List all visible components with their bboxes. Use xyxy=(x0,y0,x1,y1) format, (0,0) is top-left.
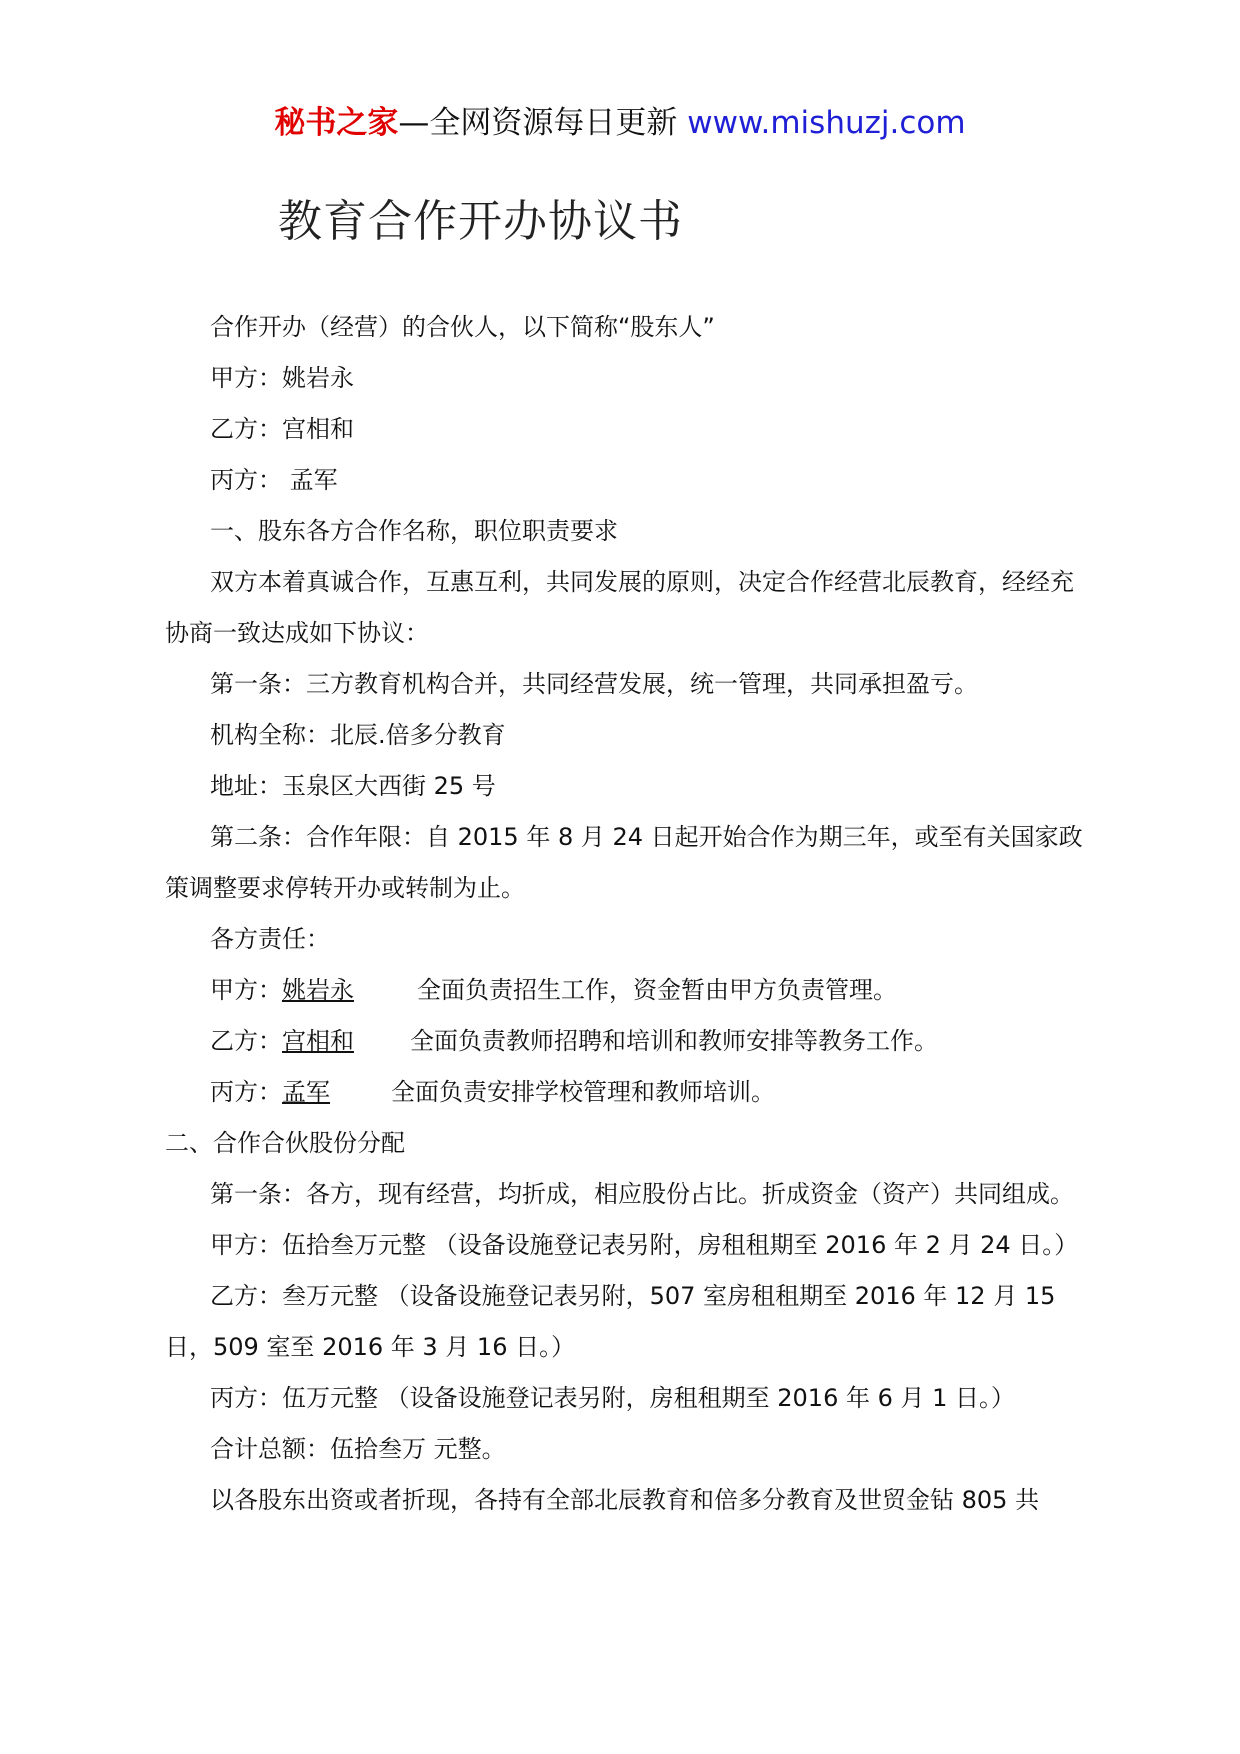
article-2 xyxy=(165,812,1090,914)
address: 地址：玉泉区大西街 25 号 xyxy=(210,772,496,800)
site-header xyxy=(0,100,1240,146)
responsibility-b xyxy=(165,1016,1090,1067)
responsibility-a xyxy=(165,965,1090,1016)
article-2-text: 第二条：合作年限：自 2015 年 8 月 24 日起开始合作为期三年，或至有关国家政策调整要求停转开办或转制为止。 xyxy=(165,823,1083,902)
responsibility-b-name: 宫相和 xyxy=(282,1027,354,1055)
responsibility-a-label: 甲方： xyxy=(210,976,282,1004)
paragraph-agreement xyxy=(165,557,1090,659)
responsibility-c-text: 全面负责安排学校管理和教师培训。 xyxy=(391,1078,775,1106)
paragraph-agreement-text: 双方本着真诚合作，互惠互利，共同发展的原则，决定合作经营北辰教育，经经充协商一致达成如下协议： xyxy=(165,568,1074,647)
responsibility-a-name: 姚岩永 xyxy=(282,976,354,1004)
party-a: 甲方：姚岩永 xyxy=(210,364,354,392)
share-total: 合计总额：伍拾叁万 元整。 xyxy=(210,1435,506,1463)
responsibility-c xyxy=(165,1067,1090,1118)
share-party-c: 丙方：伍万元整 （设备设施登记表另附，房租租期至 2016 年 6 月 1 日。） xyxy=(210,1384,1016,1412)
responsibility-c-name: 孟军 xyxy=(282,1078,330,1106)
header-tagline: —全网资源每日更新 xyxy=(398,105,678,141)
site-url-link[interactable]: www.mishuzj.com xyxy=(687,105,966,141)
document-title: 教育合作开办协议书 xyxy=(278,196,683,247)
share-party-a-text: 甲方：伍拾叁万元整 （设备设施登记表另附，房租租期至 2016 年 2 月 24 日。） xyxy=(210,1231,1079,1259)
share-article-1: 第一条：各方，现有经营，均折成，相应股份占比。折成资金（资产）共同组成。 xyxy=(210,1180,1074,1208)
section-heading-1: 一、股东各方合作名称，职位职责要求 xyxy=(210,517,618,545)
article-1: 第一条：三方教育机构合并，共同经营发展，统一管理，共同承担盈亏。 xyxy=(210,670,978,698)
brand-name: 秘书之家 xyxy=(274,105,399,141)
document-body xyxy=(165,302,1090,1526)
institution-name: 机构全称：北辰.倍多分教育 xyxy=(210,721,506,749)
share-party-b-text: 乙方：叁万元整 （设备设施登记表另附，507 室房租租期至 2016 年 12 月 15 日，509 室至 2016 年 3 月 16 日。） xyxy=(165,1282,1056,1361)
responsibility-a-text: 全面负责招生工作，资金暂由甲方负责管理。 xyxy=(417,976,897,1004)
party-b: 乙方：宫相和 xyxy=(210,415,354,443)
share-holding: 以各股东出资或者折现，各持有全部北辰教育和倍多分教育及世贸金钻 805 共 xyxy=(210,1486,1040,1514)
paragraph-intro: 合作开办（经营）的合伙人，以下简称“股东人” xyxy=(210,313,715,341)
responsibilities-heading: 各方责任： xyxy=(210,925,330,953)
responsibility-c-label: 丙方： xyxy=(210,1078,282,1106)
share-party-a xyxy=(165,1220,1090,1271)
party-c: 丙方： 孟军 xyxy=(210,466,338,494)
responsibility-b-text: 全面负责教师招聘和培训和教师安排等教务工作。 xyxy=(410,1027,938,1055)
share-party-b xyxy=(165,1271,1090,1373)
section-heading-2: 二、合作合伙股份分配 xyxy=(165,1129,405,1157)
responsibility-b-label: 乙方： xyxy=(210,1027,282,1055)
